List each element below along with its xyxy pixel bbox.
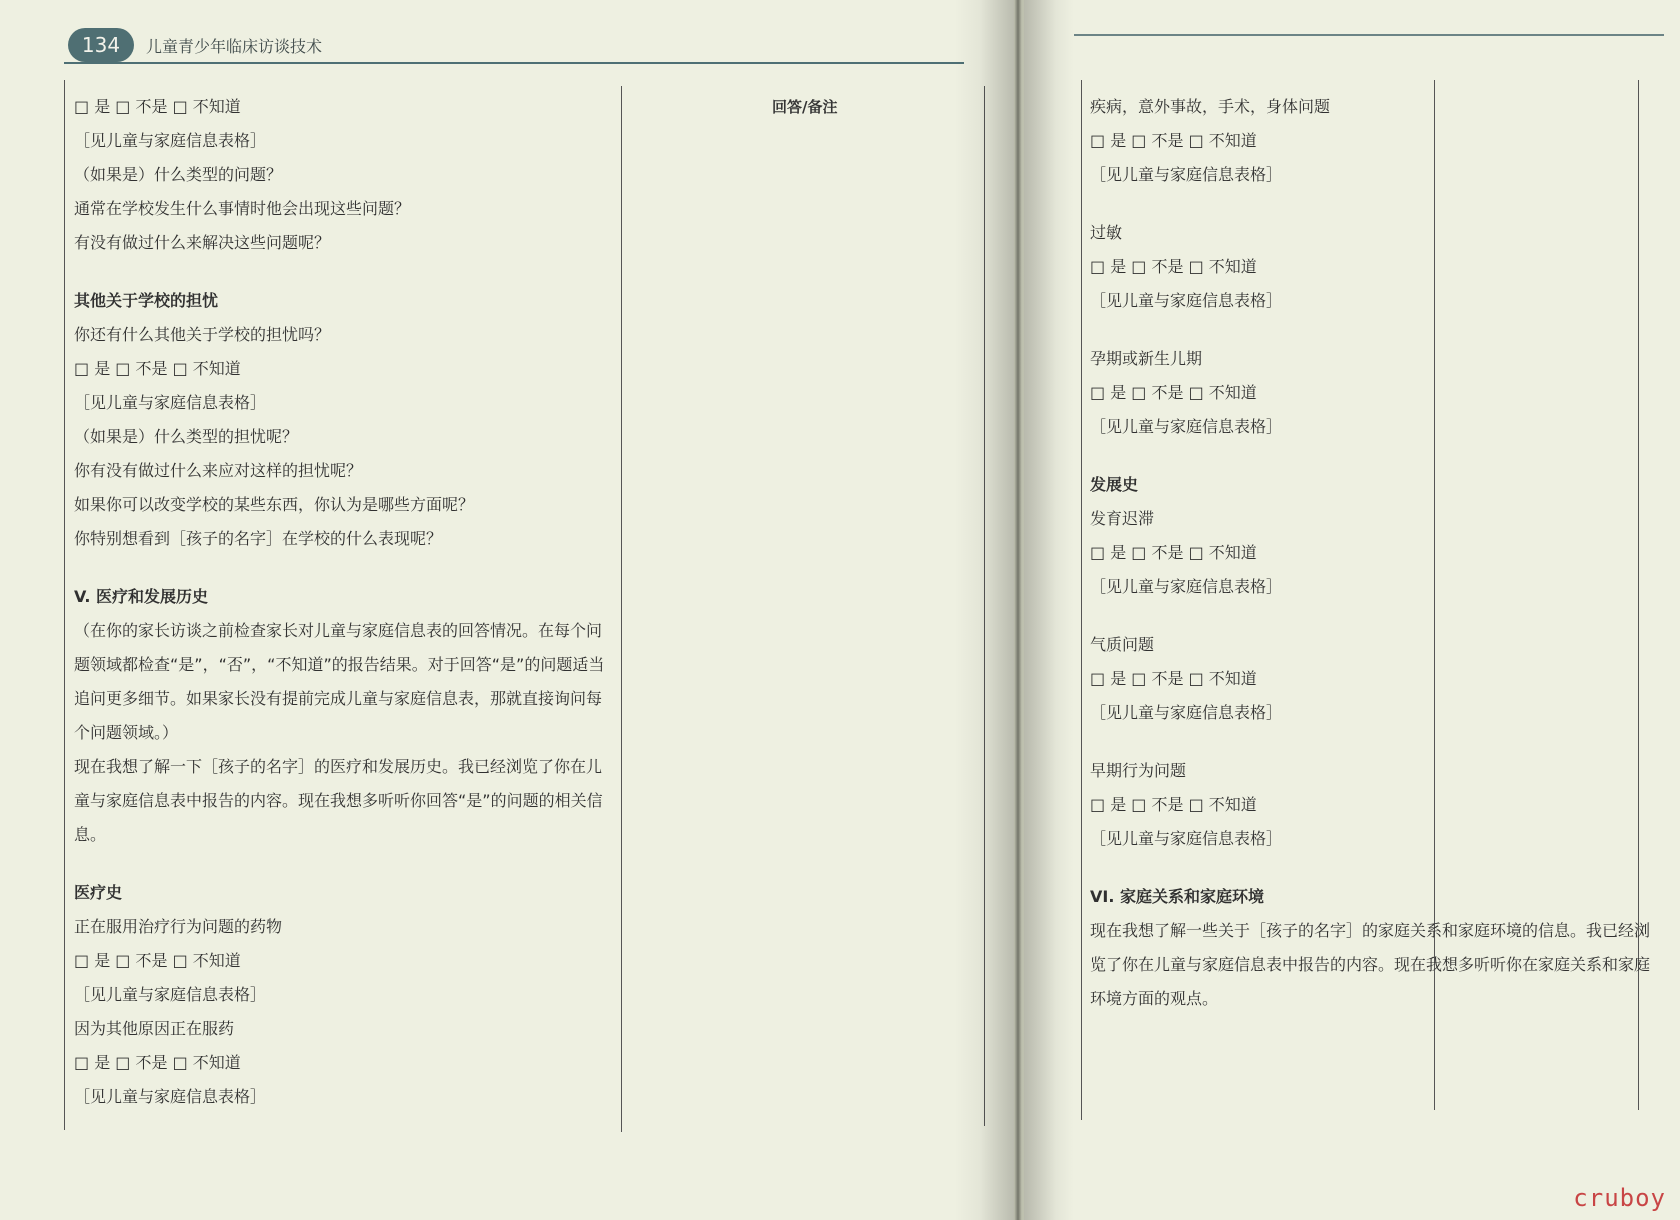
text-line: 你特别想看到［孩子的名字］在学校的什么表现呢？ xyxy=(74,529,443,548)
text-line: 疾病，意外事故，手术，身体问题 xyxy=(1090,97,1331,116)
answer-notes-header: 回答/备注 xyxy=(772,98,838,116)
right-page xyxy=(1024,0,1680,1220)
spacer xyxy=(1090,730,1650,754)
text-line: ［见儿童与家庭信息表格］ xyxy=(74,393,267,412)
left-margin-rule xyxy=(1081,80,1082,1120)
text-line: 早期行为问题 xyxy=(1090,761,1187,780)
spacer xyxy=(74,556,614,580)
question-column xyxy=(74,90,614,1114)
spacer xyxy=(1090,318,1650,342)
question-column xyxy=(1090,90,1650,1016)
text-line: ［见儿童与家庭信息表格］ xyxy=(1090,291,1283,310)
text-line: ［见儿童与家庭信息表格］ xyxy=(1090,165,1283,184)
text-line: 如果你可以改变学校的某些东西，你认为是哪些方面呢？ xyxy=(74,495,475,514)
paragraph: （在你的家长访谈之前检查家长对儿童与家庭信息表的回答情况。在每个问题领域都检查“是”，“否”，“不知道”的报告结果。对于回答“是”的问题适当追问更多细节。如果家长没有提前完成儿童与家庭信息表，那就直接询问每个问题领域。） xyxy=(74,621,605,742)
text-line: 因为其他原因正在服药 xyxy=(74,1019,235,1038)
section-heading: 其他关于学校的担忧 xyxy=(74,291,219,310)
spacer xyxy=(74,852,614,876)
text-line: □ 是 □ 不是 □ 不知道 xyxy=(1090,669,1257,688)
text-line: □ 是 □ 不是 □ 不知道 xyxy=(74,97,241,116)
text-line: □ 是 □ 不是 □ 不知道 xyxy=(1090,131,1257,150)
paragraph: 现在我想了解一下［孩子的名字］的医疗和发展历史。我已经浏览了你在儿童与家庭信息表中报告的内容。现在我想多听听你回答“是”的问题的相关信息。 xyxy=(74,757,603,844)
text-line: ［见儿童与家庭信息表格］ xyxy=(74,985,267,1004)
text-line: ［见儿童与家庭信息表格］ xyxy=(74,1087,267,1106)
text-line: 正在服用治疗行为问题的药物 xyxy=(74,917,283,936)
text-line: 有没有做过什么来解决这些问题呢？ xyxy=(74,233,331,252)
section-heading: V. 医疗和发展历史 xyxy=(74,587,208,606)
section-heading: 医疗史 xyxy=(74,883,123,902)
text-line: 气质问题 xyxy=(1090,635,1155,654)
section-heading: VI. 家庭关系和家庭环境 xyxy=(1090,887,1264,906)
spacer xyxy=(74,260,614,284)
text-line: 你还有什么其他关于学校的担忧吗？ xyxy=(74,325,331,344)
text-line: 过敏 xyxy=(1090,223,1123,242)
text-line: ［见儿童与家庭信息表格］ xyxy=(74,131,267,150)
paragraph: 现在我想了解一些关于［孩子的名字］的家庭关系和家庭环境的信息。我已经浏览了你在儿童与家庭信息表中报告的内容。现在我想多听听你在家庭关系和家庭环境方面的观点。 xyxy=(1090,921,1651,1008)
running-title: 儿童青少年临床访谈技术 xyxy=(146,37,323,56)
book-gutter xyxy=(980,0,1056,1220)
text-line: □ 是 □ 不是 □ 不知道 xyxy=(74,1053,241,1072)
text-line: （如果是）什么类型的问题？ xyxy=(74,165,283,184)
text-line: □ 是 □ 不是 □ 不知道 xyxy=(1090,257,1257,276)
left-margin-rule xyxy=(64,80,65,1130)
text-line: ［见儿童与家庭信息表格］ xyxy=(1090,703,1283,722)
text-line: ［见儿童与家庭信息表格］ xyxy=(1090,417,1283,436)
text-line: 发育迟滞 xyxy=(1090,509,1155,528)
text-line: 你有没有做过什么来应对这样的担忧呢？ xyxy=(74,461,363,480)
page-number: 134 xyxy=(68,28,134,62)
text-line: 孕期或新生儿期 xyxy=(1090,349,1203,368)
text-line: （如果是）什么类型的担忧呢？ xyxy=(74,427,299,446)
text-line: ［见儿童与家庭信息表格］ xyxy=(1090,829,1283,848)
text-line: □ 是 □ 不是 □ 不知道 xyxy=(74,951,241,970)
text-line: □ 是 □ 不是 □ 不知道 xyxy=(1090,795,1257,814)
text-line: □ 是 □ 不是 □ 不知道 xyxy=(1090,383,1257,402)
spacer xyxy=(1090,192,1650,216)
text-line: 通常在学校发生什么事情时他会出现这些问题？ xyxy=(74,199,411,218)
header-rule xyxy=(1074,34,1664,36)
spacer xyxy=(1090,856,1650,880)
watermark: cruboy xyxy=(1573,1184,1666,1212)
text-line: □ 是 □ 不是 □ 不知道 xyxy=(1090,543,1257,562)
spacer xyxy=(1090,604,1650,628)
spacer xyxy=(1090,444,1650,468)
text-line: □ 是 □ 不是 □ 不知道 xyxy=(74,359,241,378)
text-line: ［见儿童与家庭信息表格］ xyxy=(1090,577,1283,596)
column-divider xyxy=(621,86,622,1132)
section-heading: 发展史 xyxy=(1090,475,1139,494)
